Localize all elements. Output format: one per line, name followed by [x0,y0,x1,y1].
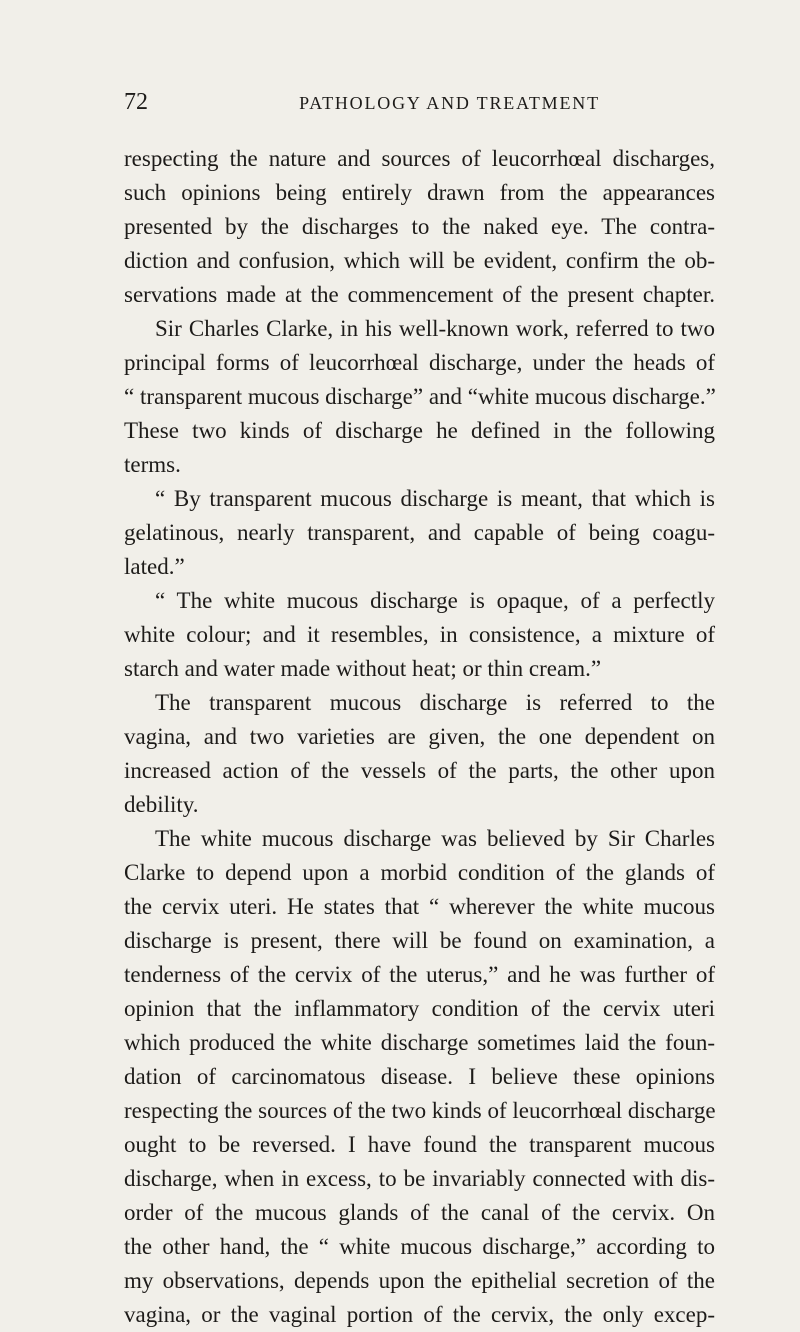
text-line: “ transparent mucous discharge” and “white mucous discharge.” [124,384,716,409]
text-line: principal forms of leucorrhœal discharge, under the heads of [124,350,715,375]
page-number: 72 [124,89,148,115]
text-line: such opinions being entirely drawn from the appearances [124,180,715,205]
text-line: debility. [124,792,199,817]
text-line: the cervix uteri. He states that “ wherever the white mucous [124,894,715,919]
text-line: dation of carcinomatous disease. I believe these opinions [124,1064,715,1089]
text-line: The transparent mucous discharge is referred to the [155,690,715,715]
text-line: increased action of the vessels of the parts, the other upon [124,758,715,783]
text-line: discharge is present, there will be found on examination, a [124,928,715,953]
text-line: presented by the discharges to the naked eye. The contra- [124,214,715,239]
text-line: Clarke to depend upon a morbid condition of the glands of [124,860,715,885]
text-line: ought to be reversed. I have found the transparent mucous [124,1132,715,1157]
text-line: lated.” [124,554,185,579]
text-line: my observations, depends upon the epithelial secretion of the [124,1268,715,1293]
text-line: white colour; and it resembles, in consistence, a mixture of [124,622,715,647]
text-line: servations made at the commencement of the present chapter. [124,282,715,307]
text-line: vagina, and two varieties are given, the one dependent on [124,724,715,749]
text-line: Sir Charles Clarke, in his well-known work, referred to two [155,316,715,341]
running-title: PATHOLOGY AND TREATMENT [299,93,600,113]
text-line: terms. [124,452,181,477]
body-text [124,142,715,1332]
text-line: “ The white mucous discharge is opaque, of a perfectly [155,588,715,613]
text-line: diction and confusion, which will be evident, confirm the ob- [124,248,715,273]
text-line: which produced the white discharge sometimes laid the foun- [124,1030,715,1055]
text-line: the other hand, the “ white mucous discharge,” according to [124,1234,715,1259]
text-line: These two kinds of discharge he defined in the following [124,418,715,443]
text-line: The white mucous discharge was believed by Sir Charles [155,826,715,851]
text-line: discharge, when in excess, to be invariably connected with dis- [124,1166,715,1191]
text-line: gelatinous, nearly transparent, and capable of being coagu- [124,520,715,545]
text-line: vagina, or the vaginal portion of the cervix, the only excep- [124,1302,715,1327]
text-line: respecting the sources of the two kinds of leucorrhœal discharge [124,1098,716,1123]
text-line: “ By transparent mucous discharge is meant, that which is [155,486,715,511]
text-line: order of the mucous glands of the canal of the cervix. On [124,1200,715,1225]
text-line: opinion that the inflammatory condition of the cervix uteri [124,996,715,1021]
text-line: tenderness of the cervix of the uterus,” and he was further of [124,962,715,987]
text-line: respecting the nature and sources of leucorrhœal discharges, [124,146,715,171]
text-line: starch and water made without heat; or thin cream.” [124,656,602,681]
running-head [124,88,715,118]
